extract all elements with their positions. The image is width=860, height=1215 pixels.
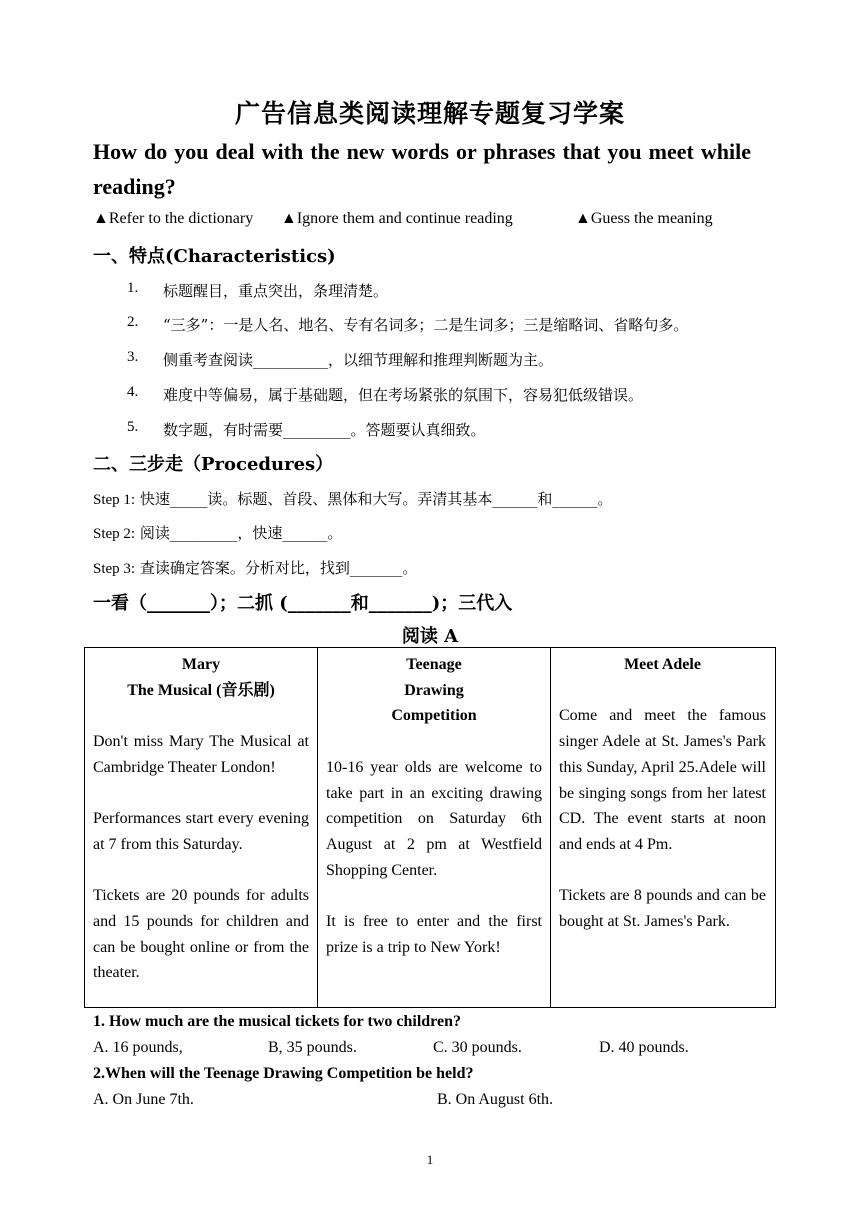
- step-line: [93, 557, 417, 578]
- step-text: 快速_____读。标题、首段、黑体和大写。弄清其基本______和______。: [139, 490, 613, 508]
- intro-question: How do you deal with the new words or phrases that you meet while reading?: [93, 139, 751, 199]
- option-2a: A. On June 7th.: [93, 1091, 194, 1108]
- item-text: 侧重考查阅读__________，以细节理解和推理判断题为主。: [163, 351, 554, 369]
- table-divider: [550, 648, 551, 1007]
- item-text: 标题醒目，重点突出，条理清楚。: [163, 282, 389, 300]
- page-number: 1: [426, 1152, 434, 1167]
- ad-paragraph: Come and meet the famous singer Adele at St. James's Park this Sunday, April 25.Adele will be singing songs from her latest CD. The event starts at noon and ends at 4 Pm.: [559, 707, 766, 853]
- item-number: 5.: [127, 419, 139, 435]
- ad-heading: Competition: [391, 707, 477, 725]
- item-number: 4.: [127, 384, 139, 400]
- three-step-summary: 一看（_______）；二抓 (_______和_______)；三代入: [93, 593, 513, 614]
- ad-mary-musical: [93, 652, 309, 986]
- option-2b: B. On August 6th.: [437, 1091, 554, 1108]
- question-1: 1. How much are the musical tickets for two children?: [93, 1013, 461, 1030]
- table-divider: [317, 648, 318, 1007]
- option-1c: C. 30 pounds.: [433, 1039, 522, 1056]
- choice-dictionary: ▲Refer to the dictionary: [93, 210, 254, 227]
- reading-table: [84, 647, 776, 1008]
- reading-title: 阅读 A: [401, 626, 459, 647]
- question-2: 2.When will the Teenage Drawing Competition be held?: [93, 1065, 474, 1082]
- ad-heading: The Musical (音乐剧): [127, 681, 275, 699]
- step-label: Step 2:: [93, 526, 136, 542]
- step-text: 查读确定答案。分析对比，找到_______。: [139, 559, 418, 577]
- item-number: 1.: [127, 280, 139, 296]
- item-number: 2.: [127, 314, 139, 330]
- step-line: [93, 522, 342, 543]
- option-1b: B, 35 pounds.: [268, 1039, 357, 1056]
- ad-paragraph: Performances start every evening at 7 from this Saturday.: [93, 810, 309, 853]
- ad-drawing-competition: [326, 652, 542, 960]
- step-label: Step 3:: [93, 561, 136, 577]
- step-text: 阅读_________，快速______。: [139, 524, 343, 542]
- option-1d: D. 40 pounds.: [599, 1039, 689, 1056]
- ad-heading: Drawing: [404, 681, 464, 699]
- ad-paragraph: Don't miss Mary The Musical at Cambridge Theater London!: [93, 733, 309, 776]
- ad-meet-adele: [559, 652, 766, 935]
- option-1a: A. 16 pounds,: [93, 1039, 183, 1056]
- ad-paragraph: Tickets are 8 pounds and can be bought at St. James's Park.: [559, 887, 766, 930]
- ad-paragraph: 10-16 year olds are welcome to take part in an exciting drawing competition on Saturday 6th August at 2 pm at Westfield Shopping Center.: [326, 758, 542, 879]
- ad-paragraph: Tickets are 20 pounds for adults and 15 pounds for children and can be bought online or from the theater.: [93, 887, 309, 982]
- section-heading-characteristics: 一、特点(Characteristics): [93, 246, 336, 267]
- ad-heading: Mary: [181, 656, 221, 673]
- step-line: [93, 488, 612, 509]
- page-title: 广告信息类阅读理解专题复习学案: [234, 99, 625, 128]
- step-label: Step 1:: [93, 492, 136, 508]
- choice-ignore: ▲Ignore them and continue reading: [281, 210, 513, 227]
- ad-heading: Meet Adele: [624, 656, 701, 673]
- section-heading-procedures: 二、三步走（Procedures）: [93, 454, 334, 475]
- item-number: 3.: [127, 349, 139, 365]
- item-text: 难度中等偏易，属于基础题，但在考场紧张的氛围下，容易犯低级错误。: [163, 386, 644, 404]
- ad-paragraph: It is free to enter and the first prize is a trip to New York!: [326, 913, 542, 956]
- choice-guess: ▲Guess the meaning: [575, 210, 713, 227]
- ad-heading: Teenage: [406, 656, 462, 673]
- item-text: 数字题，有时需要_________。答题要认真细致。: [163, 421, 486, 439]
- item-text: “三多”：一是人名、地名、专有名词多；二是生词多；三是缩略词、省略句多。: [163, 316, 689, 334]
